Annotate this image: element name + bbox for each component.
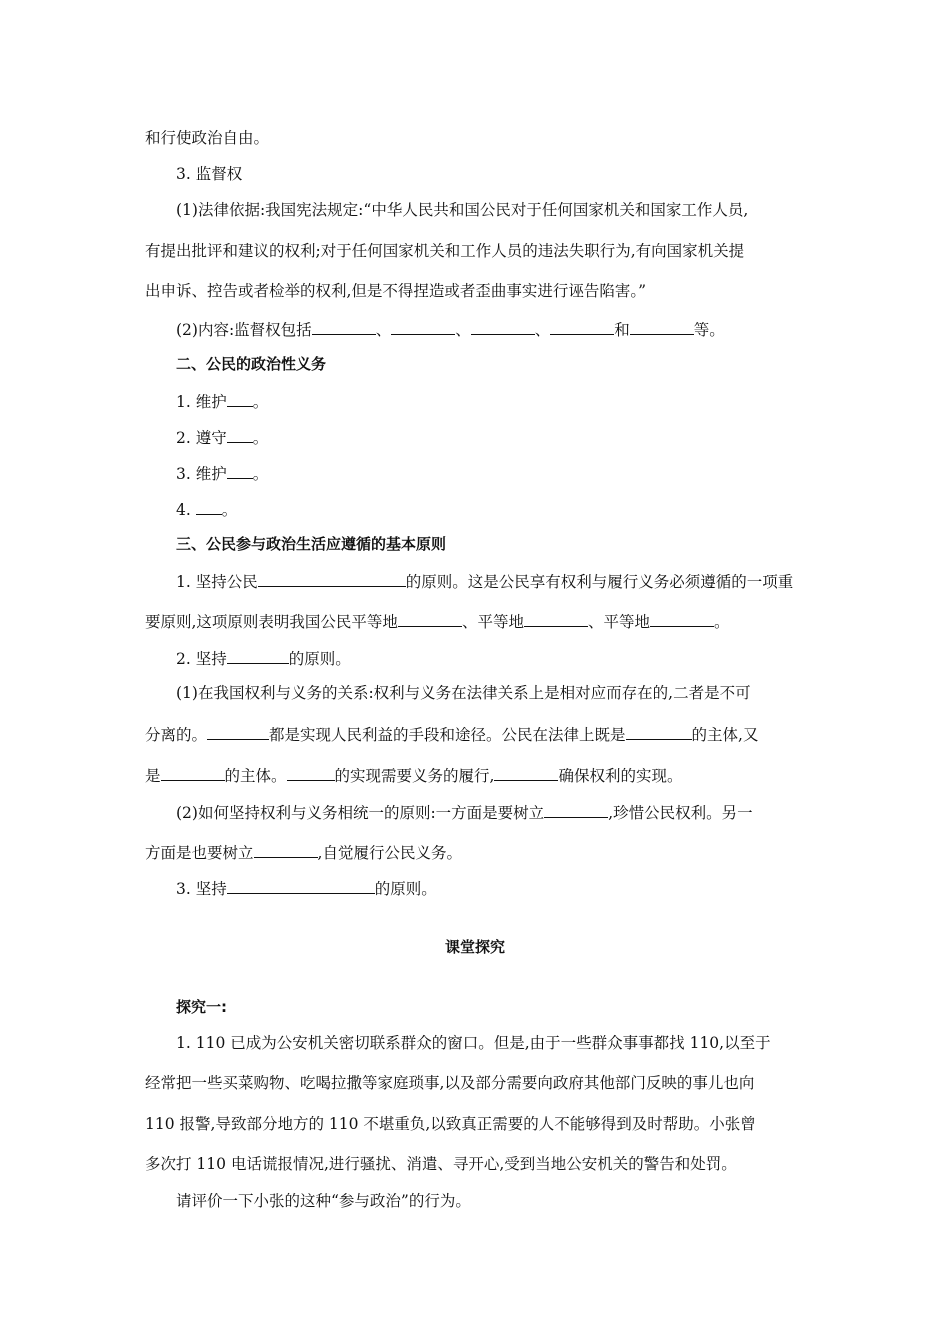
relation-line bbox=[145, 841, 462, 863]
principle-line bbox=[176, 877, 437, 899]
explore-question: 请评价一下小张的这种“参与政治”的行为。 bbox=[176, 1192, 471, 1210]
text: 。 bbox=[252, 393, 269, 411]
explore-heading: 探究一: bbox=[176, 998, 227, 1016]
fill-blank[interactable] bbox=[391, 318, 455, 335]
text: ,珍惜公民权利。另一 bbox=[608, 804, 753, 822]
fill-blank[interactable] bbox=[312, 318, 376, 335]
text: 的实现需要义务的履行, bbox=[334, 767, 495, 785]
obligation-item bbox=[176, 462, 268, 484]
fill-blank[interactable] bbox=[550, 318, 614, 335]
fill-blank[interactable] bbox=[227, 426, 253, 443]
obligation-item bbox=[176, 498, 237, 520]
text: 2. 遵守 bbox=[176, 429, 227, 447]
fill-blank[interactable] bbox=[630, 318, 694, 335]
fill-blank[interactable] bbox=[471, 318, 535, 335]
text: 3. 坚持 bbox=[176, 880, 227, 898]
explore-paragraph-line: 经常把一些买菜购物、吃喝拉撒等家庭琐事,以及部分需要向政府其他部门反映的事儿也向 bbox=[145, 1074, 755, 1092]
text: 是 bbox=[145, 767, 161, 785]
section-heading: 三、公民参与政治生活应遵循的基本原则 bbox=[176, 535, 447, 553]
obligation-item bbox=[176, 426, 268, 448]
section-heading: 二、公民的政治性义务 bbox=[176, 355, 327, 373]
fill-blank[interactable] bbox=[254, 841, 318, 858]
fill-blank[interactable] bbox=[626, 723, 692, 740]
text: 等。 bbox=[693, 321, 725, 339]
obligation-item bbox=[176, 390, 268, 412]
supervision-content-line bbox=[176, 318, 725, 340]
text: (2)内容:监督权包括 bbox=[176, 321, 312, 339]
text: 。 bbox=[713, 613, 730, 631]
fill-blank[interactable] bbox=[524, 610, 588, 627]
principle-line bbox=[145, 610, 729, 632]
text: 的原则。 bbox=[374, 880, 437, 898]
text: 的主体,又 bbox=[691, 726, 759, 744]
legal-basis-line: 有提出批评和建议的权利;对于任何国家机关和工作人员的违法失职行为,有向国家机关提 bbox=[145, 242, 745, 260]
fill-blank[interactable] bbox=[207, 723, 269, 740]
text: 、平等地 bbox=[587, 613, 650, 631]
text: 、平等地 bbox=[461, 613, 524, 631]
text: 1. 坚持公民 bbox=[176, 573, 258, 591]
fill-blank[interactable] bbox=[227, 462, 253, 479]
principle-line bbox=[176, 570, 793, 592]
text: 。 bbox=[221, 501, 238, 519]
text: (2)如何坚持权利与义务相统一的原则:一方面是要树立 bbox=[176, 804, 545, 822]
relation-line bbox=[145, 764, 682, 786]
fill-blank[interactable] bbox=[227, 877, 375, 894]
principle-line bbox=[176, 647, 351, 669]
text: 的原则。 bbox=[288, 650, 351, 668]
relation-line: (1)在我国权利与义务的关系:权利与义务在法律关系上是相对应而存在的,二者是不可 bbox=[176, 684, 751, 702]
text: 2. 坚持 bbox=[176, 650, 227, 668]
supervision-right-title: 3. 监督权 bbox=[176, 165, 243, 183]
text: 的原则。这是公民享有权利与履行义务必须遵循的一项重 bbox=[405, 573, 794, 591]
text: 。 bbox=[252, 465, 269, 483]
text: 、 bbox=[455, 321, 471, 339]
fill-blank[interactable] bbox=[494, 764, 558, 781]
relation-line bbox=[145, 723, 758, 745]
text: ,自觉履行公民义务。 bbox=[317, 844, 462, 862]
legal-basis-line: (1)法律依据:我国宪法规定:“中华人民共和国公民对于任何国家机关和国家工作人员, bbox=[176, 201, 749, 219]
text: 确保权利的实现。 bbox=[558, 767, 683, 785]
fill-blank[interactable] bbox=[287, 764, 335, 781]
text: 要原则,这项原则表明我国公民平等地 bbox=[145, 613, 398, 631]
fill-blank[interactable] bbox=[161, 764, 225, 781]
text: 、 bbox=[375, 321, 392, 339]
classroom-heading: 课堂探究 bbox=[444, 938, 505, 956]
text: 、 bbox=[534, 321, 551, 339]
text: 3. 维护 bbox=[176, 465, 227, 483]
fill-blank[interactable] bbox=[398, 610, 462, 627]
fill-blank[interactable] bbox=[196, 498, 222, 515]
fill-blank[interactable] bbox=[227, 390, 253, 407]
text-line: 和行使政治自由。 bbox=[145, 129, 270, 147]
legal-basis-line: 出申诉、控告或者检举的权利,但是不得捏造或者歪曲事实进行诬告陷害。” bbox=[145, 282, 647, 300]
text: 1. 维护 bbox=[176, 393, 227, 411]
text: 和 bbox=[614, 321, 630, 339]
fill-blank[interactable] bbox=[258, 570, 406, 587]
text: 分离的。 bbox=[145, 726, 208, 744]
explore-paragraph-line: 多次打 110 电话谎报情况,进行骚扰、消遣、寻开心,受到当地公安机关的警告和处罚。 bbox=[145, 1155, 737, 1173]
text: 4. bbox=[176, 501, 196, 519]
relation-line bbox=[176, 801, 753, 823]
explore-paragraph-line: 1. 110 已成为公安机关密切联系群众的窗口。但是,由于一些群众事事都找 110,以至于 bbox=[176, 1034, 771, 1052]
explore-paragraph-line: 110 报警,导致部分地方的 110 不堪重负,以致真正需要的人不能够得到及时帮助。小张曾 bbox=[145, 1115, 756, 1133]
text: 的主体。 bbox=[224, 767, 287, 785]
text: 方面是也要树立 bbox=[145, 844, 254, 862]
fill-blank[interactable] bbox=[650, 610, 714, 627]
text: 。 bbox=[252, 429, 269, 447]
text: 都是实现人民利益的手段和途径。公民在法律上既是 bbox=[269, 726, 626, 744]
fill-blank[interactable] bbox=[544, 801, 608, 818]
fill-blank[interactable] bbox=[227, 647, 289, 664]
